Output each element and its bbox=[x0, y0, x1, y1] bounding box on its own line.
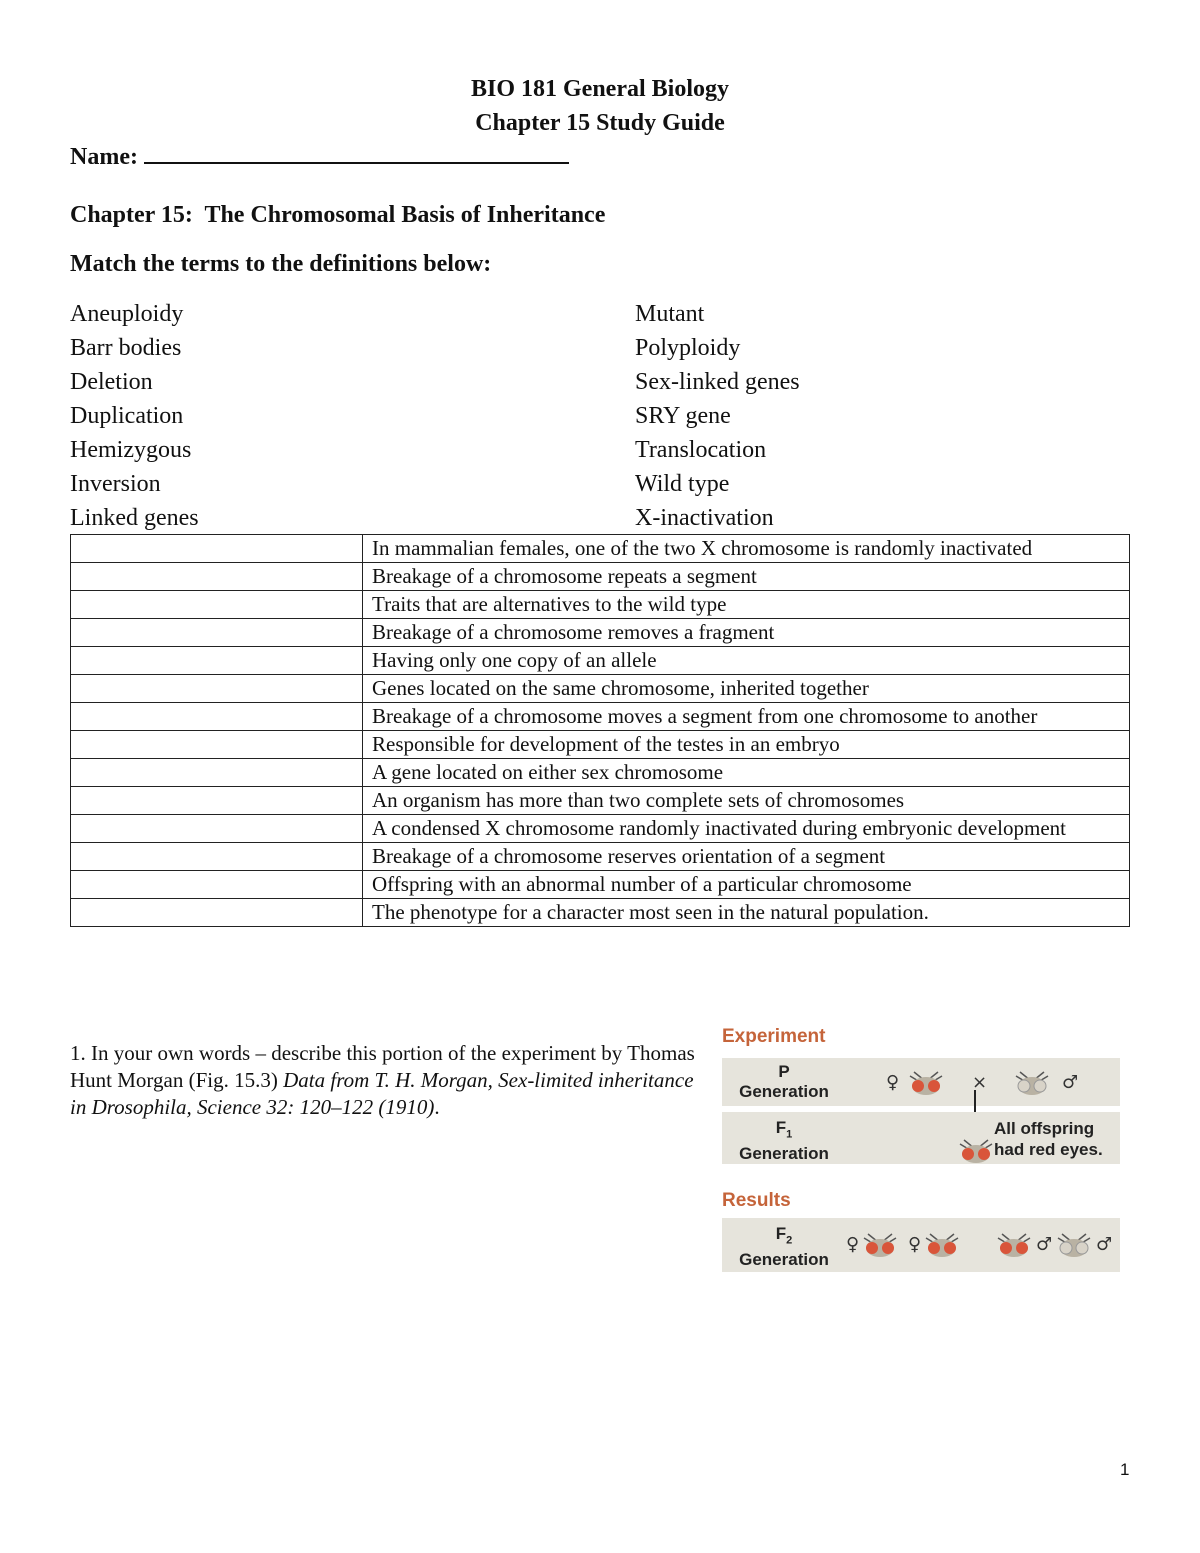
fly-white-eye-icon bbox=[1054, 1228, 1094, 1260]
results-heading: Results bbox=[722, 1190, 791, 1211]
definition-cell: Traits that are alternatives to the wild type bbox=[363, 591, 1130, 619]
course-title: BIO 181 General Biology bbox=[471, 76, 729, 102]
name-label: Name: bbox=[70, 144, 138, 170]
answer-cell[interactable] bbox=[71, 535, 363, 563]
fly-red-eye-icon bbox=[994, 1228, 1034, 1260]
answer-cell[interactable] bbox=[71, 591, 363, 619]
term: Aneuploidy bbox=[70, 301, 184, 327]
table-row bbox=[71, 871, 1130, 899]
f1-generation-label bbox=[734, 1118, 834, 1164]
term: Inversion bbox=[70, 471, 161, 497]
generation-word: Generation bbox=[739, 1144, 829, 1164]
table-row bbox=[71, 535, 1130, 563]
table-row bbox=[71, 759, 1130, 787]
definition-cell: The phenotype for a character most seen in the natural population. bbox=[363, 899, 1130, 927]
p-letter: P bbox=[778, 1062, 790, 1081]
female-symbol: ♀ bbox=[908, 1234, 922, 1255]
female-symbol: ♀ bbox=[886, 1072, 900, 1093]
female-symbol: ♀ bbox=[846, 1234, 860, 1255]
table-row bbox=[71, 899, 1130, 927]
page-number: 1 bbox=[1120, 1460, 1130, 1479]
answer-cell[interactable] bbox=[71, 899, 363, 927]
f-letter: F bbox=[775, 1118, 787, 1137]
f2-generation-band bbox=[722, 1218, 1120, 1272]
table-row bbox=[71, 675, 1130, 703]
fly-red-eye-icon bbox=[956, 1134, 996, 1166]
document-header bbox=[0, 72, 1200, 140]
definition-cell: Breakage of a chromosome removes a fragment bbox=[363, 619, 1130, 647]
definition-cell: Breakage of a chromosome repeats a segment bbox=[363, 563, 1130, 591]
f-letter: F bbox=[775, 1224, 787, 1243]
term: Translocation bbox=[635, 437, 767, 463]
answer-cell[interactable] bbox=[71, 703, 363, 731]
name-blank-line[interactable] bbox=[144, 140, 569, 164]
term: X-inactivation bbox=[635, 505, 774, 531]
fly-red-eye-icon bbox=[922, 1228, 962, 1260]
chapter-title: Chapter 15: The Chromosomal Basis of Inheritance bbox=[70, 202, 606, 228]
definition-cell: Offspring with an abnormal number of a particular chromosome bbox=[363, 871, 1130, 899]
answer-cell[interactable] bbox=[71, 787, 363, 815]
question-end: . bbox=[434, 1095, 440, 1119]
male-symbol: ♂ bbox=[1096, 1234, 1113, 1255]
terms-list-left bbox=[70, 297, 199, 535]
term: Barr bodies bbox=[70, 335, 182, 361]
guide-title: Chapter 15 Study Guide bbox=[475, 110, 725, 136]
answer-cell[interactable] bbox=[71, 843, 363, 871]
answer-cell[interactable] bbox=[71, 647, 363, 675]
definition-cell: A gene located on either sex chromosome bbox=[363, 759, 1130, 787]
f1-subscript: 1 bbox=[786, 1128, 793, 1141]
f1-note-line: All offspring bbox=[994, 1119, 1095, 1138]
term: Linked genes bbox=[70, 505, 199, 531]
term: Polyploidy bbox=[635, 335, 741, 361]
p-generation-label bbox=[734, 1062, 834, 1102]
f1-result-note bbox=[994, 1118, 1103, 1160]
answer-cell[interactable] bbox=[71, 563, 363, 591]
question-1 bbox=[70, 1040, 710, 1121]
definition-cell: Breakage of a chromosome reserves orientation of a segment bbox=[363, 843, 1130, 871]
f2-letter-row bbox=[734, 1224, 834, 1250]
table-row bbox=[71, 563, 1130, 591]
table-row bbox=[71, 591, 1130, 619]
answer-cell[interactable] bbox=[71, 759, 363, 787]
table-row bbox=[71, 731, 1130, 759]
term: Sex-linked genes bbox=[635, 369, 800, 395]
term: SRY gene bbox=[635, 403, 731, 429]
matching-instructions: Match the terms to the definitions below: bbox=[70, 251, 492, 277]
cross-symbol: × bbox=[972, 1072, 988, 1093]
table-row bbox=[71, 843, 1130, 871]
fly-white-eye-icon bbox=[1012, 1066, 1052, 1098]
generation-word: Generation bbox=[739, 1082, 829, 1101]
question-citation: Data from T. H. Morgan, Sex-limited inheritance in Drosophila, Science 32: 120–122 (1910) bbox=[70, 1068, 694, 1119]
f2-subscript: 2 bbox=[786, 1234, 793, 1247]
fly-red-eye-icon bbox=[906, 1066, 946, 1098]
term: Duplication bbox=[70, 403, 184, 429]
experiment-heading: Experiment bbox=[722, 1026, 826, 1047]
matching-table bbox=[70, 534, 1130, 927]
answer-cell[interactable] bbox=[71, 731, 363, 759]
definition-cell: Responsible for development of the testes in an embryo bbox=[363, 731, 1130, 759]
table-row bbox=[71, 815, 1130, 843]
f1-generation-band bbox=[722, 1112, 1120, 1164]
male-symbol: ♂ bbox=[1062, 1072, 1079, 1093]
f1-note-line: had red eyes. bbox=[994, 1140, 1103, 1159]
morgan-experiment-figure bbox=[720, 1024, 1122, 1274]
male-symbol: ♂ bbox=[1036, 1234, 1053, 1255]
term: Deletion bbox=[70, 369, 153, 395]
table-row bbox=[71, 619, 1130, 647]
terms-list-right bbox=[635, 297, 800, 535]
table-row bbox=[71, 787, 1130, 815]
table-row bbox=[71, 703, 1130, 731]
question-text: 1. In your own words – describe this portion of the experiment by Thomas Hunt Morgan (Fig. 15.3) bbox=[70, 1041, 695, 1092]
f2-generation-label bbox=[734, 1224, 834, 1270]
term: Mutant bbox=[635, 301, 705, 327]
definition-cell: In mammalian females, one of the two X chromosome is randomly inactivated bbox=[363, 535, 1130, 563]
definition-cell: A condensed X chromosome randomly inactivated during embryonic development bbox=[363, 815, 1130, 843]
definition-cell: Breakage of a chromosome moves a segment from one chromosome to another bbox=[363, 703, 1130, 731]
fly-red-eye-icon bbox=[860, 1228, 900, 1260]
name-field-row bbox=[70, 140, 569, 174]
term: Wild type bbox=[635, 471, 730, 497]
answer-cell[interactable] bbox=[71, 619, 363, 647]
definition-cell: An organism has more than two complete sets of chromosomes bbox=[363, 787, 1130, 815]
answer-cell[interactable] bbox=[71, 871, 363, 899]
definition-cell: Genes located on the same chromosome, inherited together bbox=[363, 675, 1130, 703]
generation-word: Generation bbox=[739, 1250, 829, 1270]
answer-cell[interactable] bbox=[71, 675, 363, 703]
p-generation-band bbox=[722, 1058, 1120, 1106]
definition-cell: Having only one copy of an allele bbox=[363, 647, 1130, 675]
table-row bbox=[71, 647, 1130, 675]
term: Hemizygous bbox=[70, 437, 192, 463]
f1-letter-row bbox=[734, 1118, 834, 1144]
answer-cell[interactable] bbox=[71, 815, 363, 843]
